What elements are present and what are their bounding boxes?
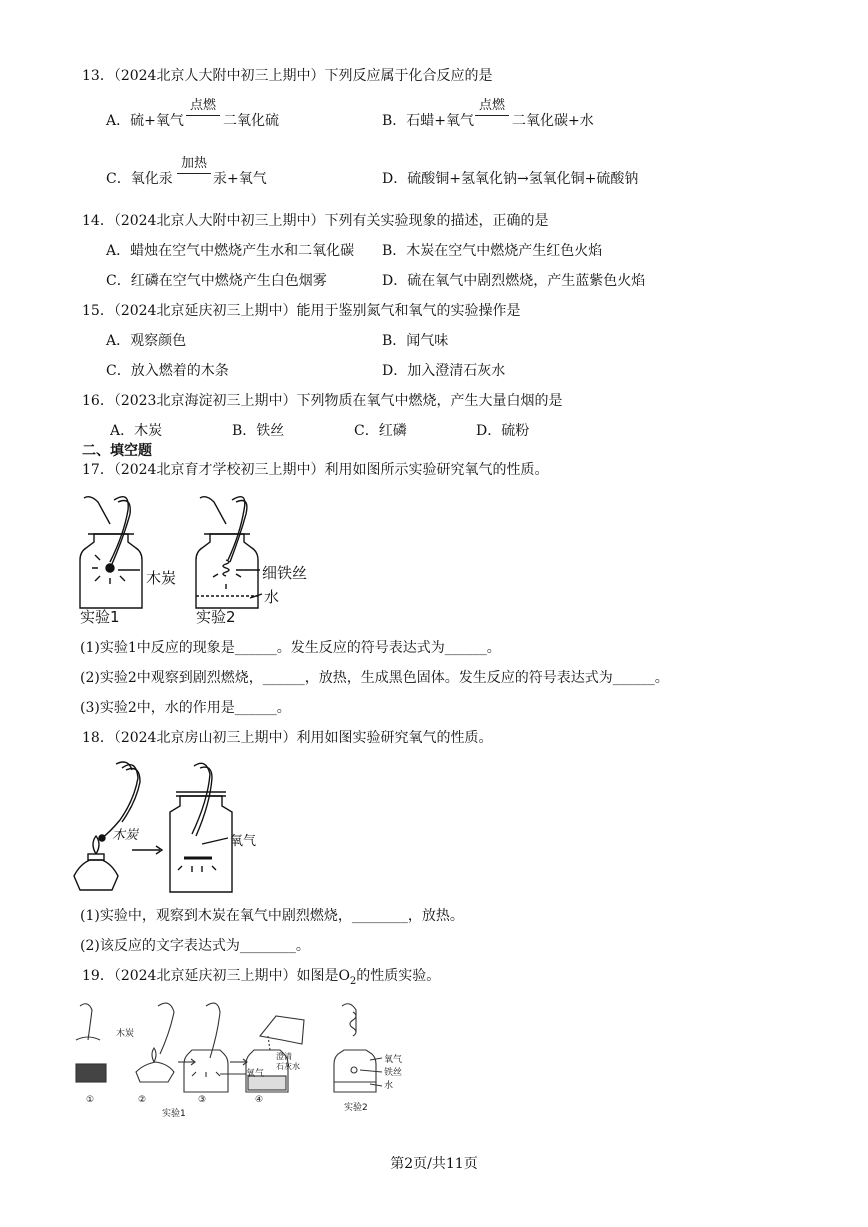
reaction-line (177, 173, 211, 174)
question-14-stem: 14．（2024北京人大附中初三上期中）下列有关实验现象的描述，正确的是 (82, 213, 549, 229)
q13-c-reactants: C．氧化汞 (106, 171, 173, 187)
fig17-water-label: 水 (264, 588, 280, 606)
q14-option-b: B．木炭在空气中燃烧产生红色火焰 (382, 243, 603, 259)
q13-option-a (106, 111, 184, 131)
q13-a-reactants: A．硫+氧气 (106, 113, 184, 129)
reaction-line (186, 115, 220, 116)
fig19-oxygen-label: 氧气 (246, 1069, 265, 1079)
q14-option-d: D．硫在氧气中剧烈燃烧，产生蓝紫色火焰 (382, 273, 646, 289)
q16-option-a: A．木炭 (110, 423, 163, 439)
q18-part1: (1)实验中，观察到木炭在氧气中剧烈燃烧，________，放热。 (80, 908, 464, 924)
fig17-exp1-label: 实验1 (80, 608, 120, 626)
q15-option-d: D．加入澄清石灰水 (382, 363, 506, 379)
q16-option-b: B．铁丝 (232, 423, 285, 439)
fig18-oxygen-label: 氧气 (230, 834, 257, 849)
q14-option-a: A．蜡烛在空气中燃烧产生水和二氧化碳 (106, 243, 355, 259)
reaction-line (475, 115, 509, 116)
question-13-stem: 13．（2024北京人大附中初三上期中）下列反应属于化合反应的是 (82, 68, 493, 84)
q17-part3: (3)实验2中，水的作用是______。 (80, 700, 291, 716)
q13-c-products: 汞+氧气 (213, 171, 267, 187)
q15-option-c: C．放入燃着的木条 (106, 363, 229, 379)
q13-option-c (106, 169, 173, 189)
q13-b-condition: 点燃 (479, 98, 506, 113)
q16-option-c: C．红磷 (354, 423, 407, 439)
fig19-oxygen2-label: 氧气 (384, 1055, 403, 1065)
q14-option-c: C．红磷在空气中燃烧产生白色烟雾 (106, 273, 327, 289)
q17-part1: (1)实验1中反应的现象是______。发生反应的符号表达式为______。 (80, 640, 501, 656)
q19-stem-text: 19．（2024北京延庆初三上期中）如图是O (82, 968, 350, 984)
q19-stem-end: 的性质实验。 (356, 968, 441, 984)
q18-figure (72, 760, 252, 900)
q17-part2: (2)实验2中观察到剧烈燃烧，______，放热，生成黑色固体。发生反应的符号表达式为______。 (80, 670, 669, 686)
q13-option-d: D．硫酸铜+氢氧化钠→氢氧化铜+硫酸钠 (382, 171, 639, 187)
fig19-water-label: 水 (384, 1081, 394, 1091)
page-footer: 第2页/共11页 (390, 1156, 478, 1172)
fig19-exp1-label: 实验1 (162, 1109, 186, 1119)
fig19-step4: ④ (255, 1095, 264, 1105)
question-17-stem: 17．（2024北京育才学校初三上期中）利用如图所示实验研究氧气的性质。 (82, 462, 549, 478)
q18-part2: (2)该反应的文字表达式为________。 (80, 938, 310, 954)
question-16-stem: 16．（2023北京海淀初三上期中）下列物质在氧气中燃烧，产生大量白烟的是 (82, 393, 563, 409)
q13-c-condition: 加热 (181, 156, 208, 171)
fig19-wire-label: 铁丝 (384, 1068, 403, 1078)
fig18-charcoal-label: 木炭 (112, 828, 139, 843)
fig19-exp2-label: 实验2 (344, 1103, 368, 1113)
fig17-exp2-label: 实验2 (196, 608, 236, 626)
question-19-stem (82, 966, 440, 992)
fig19-limewater-label-2: 石灰水 (276, 1062, 300, 1071)
fig19-step3: ③ (198, 1095, 207, 1105)
q13-option-b (382, 111, 474, 131)
fig19-limewater-label-1: 澄清 (276, 1052, 292, 1061)
subscript-2: 2 (349, 975, 357, 987)
q15-option-b: B．闻气味 (382, 333, 449, 349)
fig19-charcoal-label: 木炭 (116, 1029, 135, 1039)
q13-a-products: 二氧化硫 (223, 113, 279, 129)
fig17-wire-label: 细铁丝 (262, 564, 308, 582)
fig19-step2: ② (138, 1095, 147, 1105)
q16-option-d: D．硫粉 (476, 423, 530, 439)
q13-b-reactants: B．石蜡+氧气 (382, 113, 475, 129)
question-15-stem: 15．（2024北京延庆初三上期中）能用于鉴别氮气和氧气的实验操作是 (82, 303, 521, 319)
q13-b-products: 二氧化碳+水 (512, 113, 594, 129)
q15-option-a: A．观察颜色 (106, 333, 187, 349)
section-heading: 二、填空题 (82, 443, 152, 459)
fig19-step1: ① (86, 1095, 95, 1105)
question-18-stem: 18．（2024北京房山初三上期中）利用如图实验研究氧气的性质。 (82, 730, 493, 746)
q13-a-condition: 点燃 (190, 98, 217, 113)
fig17-charcoal-label: 木炭 (146, 569, 177, 587)
